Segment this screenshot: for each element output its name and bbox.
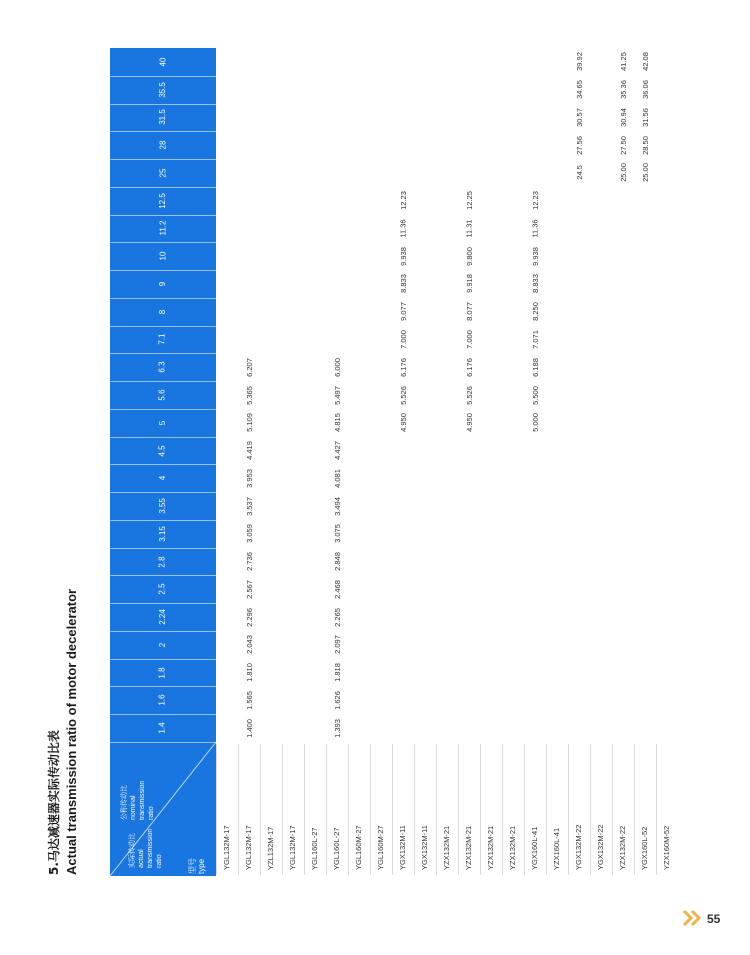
cell-value: 4.950 bbox=[398, 413, 408, 433]
table-cell bbox=[524, 409, 546, 436]
row-type-label: YGX160L-52 bbox=[640, 826, 649, 870]
nominal-ratio-1_8 bbox=[110, 663, 216, 683]
corner-type-en: type bbox=[197, 858, 206, 874]
table-cell bbox=[326, 715, 348, 742]
header-separator bbox=[110, 714, 216, 715]
table-cell bbox=[458, 382, 480, 409]
nominal-ratio-35_5 bbox=[110, 80, 216, 100]
nominal-ratio-4 bbox=[110, 468, 216, 488]
row-type-label: YGL132M-17 bbox=[222, 825, 231, 870]
table-cell bbox=[568, 48, 590, 75]
cell-value: 9.918 bbox=[464, 274, 474, 294]
cell-value: 5.365 bbox=[244, 385, 254, 405]
nominal-ratio-text: 5.6 bbox=[158, 389, 167, 401]
nominal-ratio-2_5 bbox=[110, 579, 216, 599]
row-divider bbox=[634, 744, 635, 875]
cell-value: 1.626 bbox=[332, 690, 342, 710]
table-cell bbox=[612, 104, 634, 131]
header-separator bbox=[110, 492, 216, 493]
nominal-ratio-9 bbox=[110, 274, 216, 294]
table-cell bbox=[392, 187, 414, 214]
nominal-ratio-text: 2.8 bbox=[158, 555, 167, 568]
table-cell bbox=[326, 548, 348, 575]
corner-actual-en-1: actual bbox=[138, 849, 145, 868]
row-type-label: YGL160L-27 bbox=[310, 827, 319, 870]
nominal-ratio-text: 5 bbox=[157, 420, 167, 425]
table-cell bbox=[238, 465, 260, 492]
cell-value: 25.00 bbox=[618, 163, 628, 183]
nominal-ratio-8 bbox=[110, 302, 216, 322]
table-cell bbox=[326, 493, 348, 520]
table-cell bbox=[392, 409, 414, 436]
header-separator bbox=[110, 603, 216, 604]
cell-value: 3.953 bbox=[244, 468, 254, 488]
nominal-ratio-2 bbox=[110, 635, 216, 655]
table-cell bbox=[238, 715, 260, 742]
table-cell bbox=[524, 243, 546, 270]
cell-value: 11.36 bbox=[530, 219, 540, 238]
nominal-ratio-2_24 bbox=[110, 607, 216, 627]
table-cell bbox=[326, 631, 348, 658]
cell-value: 39.92 bbox=[574, 52, 584, 72]
cell-value: 25.00 bbox=[640, 163, 650, 183]
cell-value: 42.08 bbox=[640, 52, 650, 72]
table-cell bbox=[458, 270, 480, 297]
row-type-label: YGL132M-17 bbox=[288, 825, 297, 870]
table-cell bbox=[634, 104, 656, 131]
header-separator bbox=[110, 659, 216, 660]
corner-actual-label bbox=[128, 829, 164, 868]
table-cell bbox=[392, 243, 414, 270]
cell-value: 5.526 bbox=[398, 385, 408, 405]
nominal-ratio-text: 7.1 bbox=[158, 333, 167, 346]
table-cell bbox=[634, 48, 656, 75]
header-separator bbox=[110, 187, 216, 188]
table-cell bbox=[568, 76, 590, 103]
cell-value: 4.950 bbox=[464, 413, 474, 433]
nominal-ratio-31_5 bbox=[110, 107, 216, 127]
header-separator bbox=[110, 326, 216, 327]
cell-value: 9.938 bbox=[530, 246, 540, 266]
nominal-ratio-40 bbox=[110, 52, 216, 72]
cell-value: 2.043 bbox=[244, 635, 254, 655]
cell-value: 1.393 bbox=[332, 718, 342, 738]
table-cell bbox=[524, 382, 546, 409]
row-divider bbox=[304, 744, 305, 875]
nominal-ratio-12_5 bbox=[110, 191, 216, 211]
nominal-ratio-text: 25 bbox=[158, 168, 167, 178]
cell-value: 5.500 bbox=[530, 385, 540, 405]
row-type-label: YZX132M-21 bbox=[464, 825, 473, 870]
nominal-ratio-2_8 bbox=[110, 552, 216, 572]
cell-value: 2.848 bbox=[332, 552, 342, 571]
page-number: 55 bbox=[707, 912, 721, 926]
cell-value: 41.25 bbox=[618, 52, 628, 72]
table-cell bbox=[238, 409, 260, 436]
table-cell bbox=[458, 326, 480, 353]
nominal-ratio-text: 3.55 bbox=[157, 498, 167, 514]
cell-value: 2.567 bbox=[244, 579, 254, 599]
row-divider bbox=[282, 744, 283, 875]
table-cell bbox=[238, 382, 260, 409]
row-divider bbox=[568, 744, 569, 875]
header-separator bbox=[110, 215, 216, 216]
cell-value: 31.56 bbox=[640, 108, 650, 127]
nominal-ratio-text: 40 bbox=[158, 57, 167, 67]
nominal-ratio-3_15 bbox=[110, 524, 216, 544]
cell-value: 4.815 bbox=[332, 413, 342, 433]
cell-value: 27.50 bbox=[618, 135, 628, 155]
cell-value: 5.109 bbox=[244, 413, 254, 433]
row-type-label: YZX160L-41 bbox=[552, 827, 561, 870]
cell-value: 2.296 bbox=[244, 607, 254, 627]
cell-value: 12.25 bbox=[464, 191, 474, 211]
cell-value: 2.265 bbox=[332, 607, 342, 627]
nominal-ratio-5 bbox=[110, 413, 216, 433]
cell-value: 6.000 bbox=[332, 357, 342, 377]
row-divider bbox=[414, 744, 415, 875]
cell-value: 4.427 bbox=[332, 441, 342, 460]
nominal-ratio-text: 9 bbox=[157, 281, 167, 287]
nominal-ratio-text: 28 bbox=[158, 140, 167, 150]
nominal-ratio-text: 1.4 bbox=[158, 722, 167, 734]
cell-value: 1.810 bbox=[244, 663, 254, 682]
row-type-label: YGX132M-11 bbox=[420, 825, 429, 870]
table-cell bbox=[612, 48, 634, 75]
table-cell bbox=[458, 298, 480, 325]
nominal-ratio-7_1 bbox=[110, 329, 216, 349]
row-type-label: YZX160M-52 bbox=[662, 825, 671, 870]
nominal-ratio-5_6 bbox=[110, 385, 216, 405]
cell-value: 2.468 bbox=[332, 579, 342, 599]
row-divider bbox=[502, 744, 503, 875]
row-divider bbox=[392, 744, 393, 875]
cell-value: 9.800 bbox=[464, 246, 474, 266]
nominal-ratio-25 bbox=[110, 163, 216, 183]
table-cell bbox=[524, 298, 546, 325]
cell-value: 7.071 bbox=[530, 330, 540, 349]
table-cell bbox=[238, 548, 260, 575]
table-cell bbox=[238, 659, 260, 686]
row-type-label: YGX132M-22 bbox=[574, 824, 583, 870]
nominal-ratio-text: 2.5 bbox=[158, 583, 167, 595]
table-cell bbox=[326, 520, 348, 547]
header-separator bbox=[110, 575, 216, 576]
row-type-label: YGL160L-27 bbox=[332, 827, 341, 870]
header-separator bbox=[110, 353, 216, 354]
nominal-ratio-10 bbox=[110, 246, 216, 266]
table-cell bbox=[392, 270, 414, 297]
nominal-ratio-text: 1.6 bbox=[158, 694, 167, 706]
cell-value: 8.833 bbox=[398, 274, 408, 294]
table-cell bbox=[458, 354, 480, 381]
nominal-ratio-text: 2 bbox=[157, 642, 167, 648]
cell-value: 6.188 bbox=[530, 357, 540, 377]
nominal-ratio-text: 6.3 bbox=[158, 361, 167, 373]
nominal-ratio-text: 35.5 bbox=[157, 81, 167, 98]
cell-value: 3.059 bbox=[244, 524, 254, 544]
header-separator bbox=[110, 76, 216, 77]
nominal-ratio-text: 4.5 bbox=[158, 444, 167, 457]
header-separator bbox=[110, 548, 216, 549]
cell-value: 12.23 bbox=[398, 191, 408, 211]
table-cell bbox=[238, 493, 260, 520]
table-cell bbox=[458, 409, 480, 436]
table-cell bbox=[326, 437, 348, 464]
table-cell bbox=[238, 576, 260, 603]
header-separator bbox=[110, 437, 216, 438]
corner-nominal-cn: 公称传动比 bbox=[121, 785, 128, 820]
nominal-ratio-28 bbox=[110, 135, 216, 155]
row-divider bbox=[590, 744, 591, 875]
table-cell bbox=[634, 159, 656, 186]
cell-value: 11.36 bbox=[398, 219, 408, 238]
row-divider bbox=[370, 744, 371, 875]
cell-value: 27.56 bbox=[574, 135, 584, 155]
table-cell bbox=[392, 326, 414, 353]
header-separator bbox=[110, 520, 216, 521]
cell-value: 5.000 bbox=[530, 413, 540, 433]
cell-value: 3.537 bbox=[244, 496, 254, 516]
table-cell bbox=[524, 270, 546, 297]
table-cell bbox=[238, 604, 260, 631]
cell-value: 8.077 bbox=[464, 302, 474, 322]
corner-actual-en-3: ratio bbox=[156, 854, 163, 868]
row-divider bbox=[656, 744, 657, 875]
table-cell bbox=[326, 409, 348, 436]
table-cell bbox=[238, 437, 260, 464]
cell-value: 4.081 bbox=[332, 468, 342, 488]
table-cell bbox=[238, 631, 260, 658]
nominal-ratio-4_5 bbox=[110, 441, 216, 461]
cell-value: 8.833 bbox=[530, 274, 540, 294]
nominal-ratio-6_3 bbox=[110, 357, 216, 377]
header-separator bbox=[110, 270, 216, 271]
header-separator bbox=[110, 742, 216, 743]
row-divider bbox=[524, 744, 525, 875]
row-type-label: YZX132M-21 bbox=[486, 825, 495, 870]
cell-value: 3.075 bbox=[332, 524, 342, 544]
cell-value: 30.94 bbox=[618, 108, 628, 127]
table-cell bbox=[326, 382, 348, 409]
cell-value: 28.50 bbox=[640, 135, 650, 155]
corner-nominal-en-1: nominal bbox=[130, 795, 137, 820]
nominal-ratio-1_6 bbox=[110, 690, 216, 710]
table-cell bbox=[568, 159, 590, 186]
header-separator bbox=[110, 242, 216, 243]
table-cell bbox=[392, 215, 414, 242]
row-type-label: YGX132M-22 bbox=[596, 824, 605, 870]
table-cell bbox=[326, 354, 348, 381]
nominal-ratio-text: 1.8 bbox=[158, 667, 167, 679]
table-cell bbox=[238, 687, 260, 714]
cell-value: 4.419 bbox=[244, 441, 254, 460]
corner-actual-cn: 实际传动比 bbox=[129, 833, 136, 868]
cell-value: 2.736 bbox=[244, 552, 254, 571]
row-type-label: YGL160M-27 bbox=[376, 825, 385, 870]
cell-value: 6.207 bbox=[244, 357, 254, 377]
table-cell bbox=[568, 104, 590, 131]
table-cell bbox=[238, 354, 260, 381]
corner-type-cn: 型号 bbox=[188, 858, 197, 874]
header-separator bbox=[110, 409, 216, 410]
table-cell bbox=[612, 159, 634, 186]
row-divider bbox=[612, 744, 613, 875]
table-cell bbox=[524, 354, 546, 381]
nominal-ratio-text: 10 bbox=[158, 251, 167, 261]
header-separator bbox=[110, 631, 216, 632]
row-divider bbox=[480, 744, 481, 875]
row-divider bbox=[348, 744, 349, 875]
cell-value: 6.176 bbox=[464, 357, 474, 377]
row-type-label: YZX132M-22 bbox=[618, 825, 627, 870]
header-separator bbox=[110, 159, 216, 160]
table-cell bbox=[568, 132, 590, 159]
nominal-ratio-text: 8 bbox=[157, 309, 167, 314]
corner-type-label bbox=[188, 858, 206, 874]
table-cell bbox=[326, 604, 348, 631]
nominal-ratio-text: 4 bbox=[157, 476, 167, 481]
row-divider bbox=[546, 744, 547, 875]
page-title-cn: 5.马达减速器实际传动比表 bbox=[47, 730, 61, 875]
cell-value: 7.000 bbox=[464, 330, 474, 349]
table-cell bbox=[524, 326, 546, 353]
row-divider bbox=[238, 744, 239, 875]
row-type-label: YZX132M-21 bbox=[442, 825, 451, 870]
cell-value: 9.938 bbox=[398, 246, 408, 266]
cell-value: 30.57 bbox=[574, 108, 584, 127]
row-divider bbox=[458, 744, 459, 875]
cell-value: 34.65 bbox=[574, 80, 584, 100]
table-cell bbox=[634, 76, 656, 103]
nominal-ratio-text: 3.15 bbox=[157, 526, 167, 542]
cell-value: 9.077 bbox=[398, 302, 408, 322]
row-type-label: YGL160M-27 bbox=[354, 825, 363, 870]
table-cell bbox=[612, 132, 634, 159]
cell-value: 1.818 bbox=[332, 663, 342, 682]
corner-nominal-en-2: transmission bbox=[139, 780, 146, 820]
row-type-label: YZX132M-21 bbox=[508, 825, 517, 870]
cell-value: 8.250 bbox=[530, 302, 540, 322]
table-cell bbox=[392, 382, 414, 409]
cell-value: 1.400 bbox=[244, 718, 254, 738]
nominal-ratio-3_55 bbox=[110, 496, 216, 516]
row-type-label: YGL132M-17 bbox=[244, 825, 253, 870]
table-cell bbox=[524, 215, 546, 242]
cell-value: 7.000 bbox=[398, 330, 408, 349]
table-cell bbox=[458, 187, 480, 214]
cell-value: 5.497 bbox=[332, 385, 342, 405]
cell-value: 12.23 bbox=[530, 191, 540, 211]
table-cell bbox=[326, 465, 348, 492]
row-type-label: YGX132M-11 bbox=[398, 825, 407, 870]
table-cell bbox=[238, 520, 260, 547]
cell-value: 2.097 bbox=[332, 635, 342, 655]
nominal-ratio-text: 31.5 bbox=[157, 109, 167, 126]
page-title-en: Actual transmission ratio of motor decelerator bbox=[64, 588, 79, 875]
corner-nominal-en-3: ratio bbox=[148, 806, 155, 820]
cell-value: 6.176 bbox=[398, 357, 408, 377]
table-cell bbox=[634, 132, 656, 159]
nominal-ratio-text: 12.5 bbox=[157, 192, 167, 209]
cell-value: 1.565 bbox=[244, 690, 254, 710]
table-cell bbox=[612, 76, 634, 103]
table-cell bbox=[524, 187, 546, 214]
header-separator bbox=[110, 464, 216, 465]
table-cell bbox=[392, 354, 414, 381]
table-cell bbox=[458, 243, 480, 270]
row-divider bbox=[326, 744, 327, 875]
cell-value: 36.06 bbox=[640, 80, 650, 100]
row-divider bbox=[260, 744, 261, 875]
table-cell bbox=[326, 659, 348, 686]
nominal-ratio-text: 11.2 bbox=[157, 220, 167, 236]
cell-value: 3.494 bbox=[332, 496, 342, 516]
cell-value: 35.36 bbox=[618, 80, 628, 100]
row-type-label: YGX160L-41 bbox=[530, 826, 539, 870]
row-type-label: YZL132M-17 bbox=[266, 826, 275, 870]
table-cell bbox=[458, 215, 480, 242]
nominal-ratio-text: 2.24 bbox=[157, 609, 167, 625]
nominal-ratio-11_2 bbox=[110, 218, 216, 238]
header-separator bbox=[110, 686, 216, 687]
row-divider bbox=[436, 744, 437, 875]
table-cell bbox=[326, 687, 348, 714]
header-separator bbox=[110, 104, 216, 105]
header-separator bbox=[110, 131, 216, 132]
header-separator bbox=[110, 381, 216, 382]
page-title-block bbox=[45, 589, 79, 875]
table-cell bbox=[392, 298, 414, 325]
cell-value: 24.5 bbox=[574, 165, 584, 181]
cell-value: 11.31 bbox=[464, 219, 474, 238]
cell-value: 5.526 bbox=[464, 385, 474, 405]
corner-actual-en-2: transmission bbox=[147, 828, 154, 868]
header-separator bbox=[110, 298, 216, 299]
page-arrows-icon bbox=[682, 909, 708, 927]
nominal-ratio-1_4 bbox=[110, 718, 216, 738]
row-divider bbox=[216, 744, 217, 875]
corner-nominal-label bbox=[120, 781, 156, 820]
table-cell bbox=[326, 576, 348, 603]
